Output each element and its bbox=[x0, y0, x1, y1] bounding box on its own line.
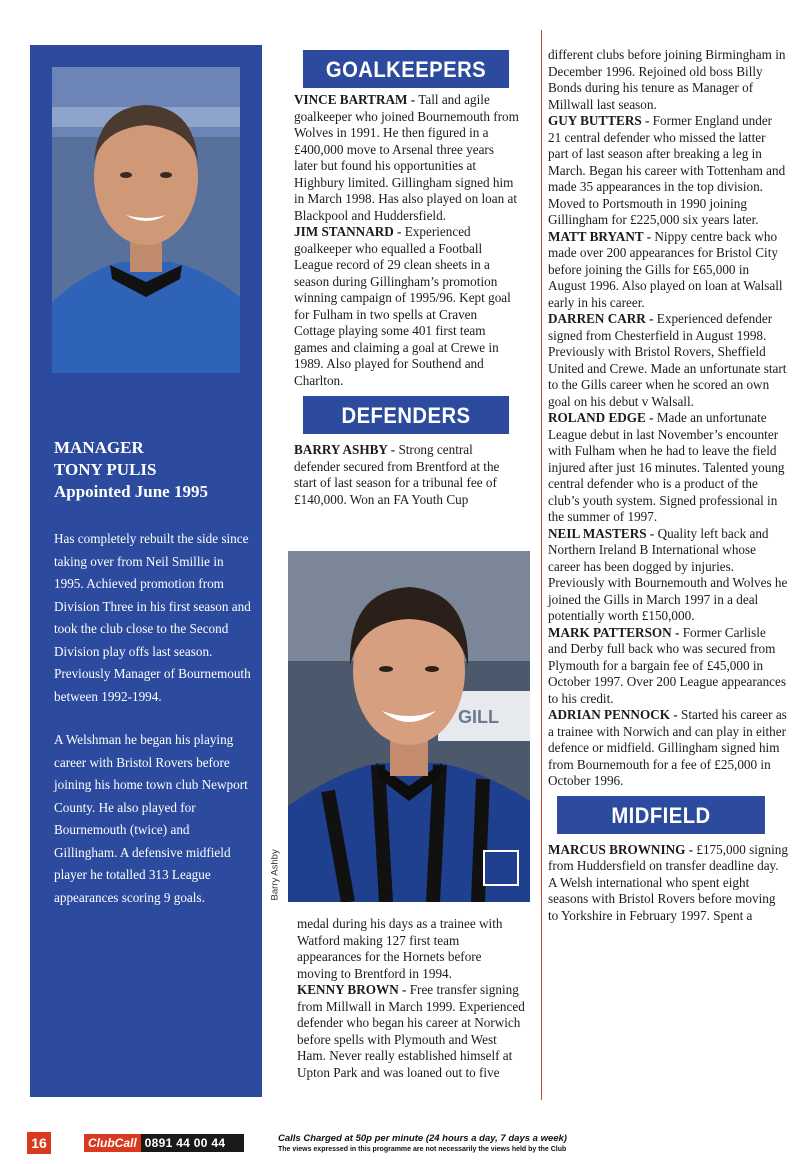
player-name: MARCUS BROWNING - bbox=[548, 841, 694, 857]
column-middle-continued bbox=[297, 916, 525, 1081]
player-entry bbox=[548, 842, 788, 925]
player-text: medal during his days as a trainee with Watford making 127 first team appearances for the Hornets before moving to Brentford in 1994. bbox=[297, 916, 503, 981]
player-name: NEIL MASTERS - bbox=[548, 525, 655, 541]
clubcall-logo: ClubCall bbox=[84, 1134, 141, 1152]
manager-appointed: Appointed June 1995 bbox=[54, 482, 208, 501]
manager-bio-paragraph-1: Has completely rebuilt the side since taking over from Neil Smillie in 1995. Achieved promotion from Division Three in his first season and took the club close to the Second Division play offs last season. Previously Manager of Bournemouth between 1992-1994. bbox=[54, 531, 251, 704]
player-name: ADRIAN PENNOCK - bbox=[548, 707, 678, 722]
player-name: BARRY ASHBY - bbox=[294, 442, 396, 457]
player-entry bbox=[548, 229, 788, 312]
manager-heading bbox=[54, 437, 254, 503]
manager-photo bbox=[52, 67, 240, 373]
player-text: £175,000 signing from Huddersfield on transfer deadline day. A Welsh international who spent eight seasons with Bristol Rovers before moving to Yorkshire in February 1997. Spent a bbox=[548, 841, 788, 923]
player-entry bbox=[297, 982, 525, 1081]
defenders-list-middle bbox=[297, 916, 525, 1081]
manager-panel bbox=[30, 45, 262, 1097]
photo-sign-text: GILL bbox=[458, 707, 499, 727]
player-entry bbox=[294, 224, 520, 389]
manager-role: MANAGER bbox=[54, 438, 144, 457]
photo-caption-text: Barry Ashby bbox=[269, 849, 281, 901]
defenders-list-continued bbox=[548, 47, 788, 790]
player-name: ROLAND EDGE - bbox=[548, 410, 654, 425]
manager-name: TONY PULIS bbox=[54, 460, 157, 479]
page-number: 16 bbox=[27, 1132, 51, 1154]
goalkeepers-heading bbox=[303, 50, 509, 88]
player-entry bbox=[548, 707, 788, 790]
goalkeepers-heading-text: GOALKEEPERS bbox=[325, 57, 487, 82]
views-disclaimer: The views expressed in this programme are not necessarily the views held by the Club bbox=[278, 1146, 567, 1153]
player-entry bbox=[548, 113, 788, 229]
player-name: MARK PATTERSON - bbox=[548, 624, 680, 640]
player-text: Quality left back and Northern Ireland B International whose career has been dogged by injuries. Previously with Bournemouth and Wolves he joined the Gills in March 1997 in a deal potentially worth £150,000. bbox=[548, 525, 788, 623]
player-text: Free transfer signing from Millwall in March 1999. Experienced defender who began his career at Norwich before spells with Plymouth and West Ham. Never really established himself at Upton Park and was loaned out to five bbox=[297, 982, 525, 1080]
player-entry bbox=[548, 526, 788, 625]
player-text: Experienced goalkeeper who equalled a Football League record of 29 clean sheets in a season during Gillingham’s promotion winning campaign of 1995/96. Kept goal for Fulham in two spells at Craven Cottage playing some 401 first team games and claiming a goal at Crewe in 1989. Also played for Southend and Charlton. bbox=[294, 224, 511, 388]
column-divider bbox=[541, 30, 542, 1100]
player-entry bbox=[548, 311, 788, 410]
player-text: different clubs before joining Birmingham in December 1996. Rejoined old boss Billy Bonds during his tenure as Manager of Millwall last season. bbox=[548, 47, 786, 112]
manager-bio bbox=[54, 528, 254, 930]
midfield-heading bbox=[557, 796, 765, 834]
midfield-heading-text: MIDFIELD bbox=[611, 802, 711, 828]
defenders-list-start bbox=[294, 442, 520, 508]
midfield-list bbox=[548, 842, 788, 925]
barry-ashby-image bbox=[288, 551, 530, 902]
defenders-heading bbox=[303, 396, 509, 434]
barry-ashby-photo bbox=[288, 551, 530, 902]
player-entry bbox=[548, 47, 788, 113]
manager-bio-paragraph-2: A Welshman he began his playing career with Bristol Rovers before joining his home town club Newport County. He also played for Bournemouth (twice) and Gillingham. A defensive midfield player he totalled 313 League appearances scoring 9 goals. bbox=[54, 732, 248, 905]
player-text: Strong central defender secured from Brentford at the start of last season for a tribunal fee of £140,000. Won an FA Youth Cup bbox=[294, 442, 500, 507]
clubcall-phone-number: 0891 44 00 44 bbox=[144, 1136, 226, 1150]
calls-charge-note: Calls Charged at 50p per minute (24 hours a day, 7 days a week) bbox=[278, 1133, 567, 1144]
goalkeepers-list bbox=[294, 92, 520, 389]
column-right bbox=[548, 0, 788, 924]
player-name: MATT BRYANT - bbox=[548, 228, 652, 244]
player-name: VINCE BARTRAM - bbox=[294, 92, 416, 107]
manager-portrait-image bbox=[52, 67, 240, 373]
player-text: Nippy centre back who made over 200 appearances for Bristol City before joining the Gills for £65,000 in August 1996. Also played on loan at Walsall early in his career. bbox=[548, 228, 783, 310]
player-text: Former England under 21 central defender who missed the latter part of last season after breaking a leg in March. Began his career with Tottenham and made 35 appearances in the top division. Moved to Portsmouth in 1990 joining Gillingham for £225,000 six years later. bbox=[548, 113, 786, 227]
player-entry bbox=[294, 442, 520, 508]
column-middle bbox=[294, 50, 520, 508]
player-name: GUY BUTTERS - bbox=[548, 113, 650, 128]
player-entry bbox=[297, 916, 525, 982]
player-text: Former Carlisle and Derby full back who was secured from Plymouth for a bargain fee of £45,000 in October 1997. Over 200 League appearances to his credit. bbox=[548, 624, 786, 706]
player-name: DARREN CARR - bbox=[548, 311, 654, 326]
player-name: JIM STANNARD - bbox=[294, 224, 402, 239]
player-text: Experienced defender signed from Chesterfield in August 1998. Previously with Bristol Rovers, Sheffield United and Crewe. Made an unfortunate start to the Gills career when he scored an own goal on his debut v Walsall. bbox=[548, 311, 787, 409]
player-entry bbox=[548, 625, 788, 708]
clubcall-banner bbox=[84, 1134, 244, 1152]
photo-caption bbox=[262, 830, 282, 900]
defenders-heading-text: DEFENDERS bbox=[341, 403, 471, 428]
player-entry bbox=[548, 410, 788, 526]
page-footer bbox=[0, 1128, 800, 1164]
player-text: Started his career as a trainee with Norwich and can play in either defence or midfield. Gillingham signed him from Bournemouth for a fee of £25,000 in October 1996. bbox=[548, 707, 787, 788]
player-entry bbox=[294, 92, 520, 224]
player-name: KENNY BROWN - bbox=[297, 982, 407, 997]
player-text: Made an unfortunate League debut in last November’s encounter with Fulham when he had to leave the field injured after just 16 minutes. Talented young central defender who is a product of the club’s youth system. Signed professional in the summer of 1997. bbox=[548, 410, 785, 524]
player-text: Tall and agile goalkeeper who joined Bournemouth from Wolves in 1991. He then figured in a £400,000 move to Arsenal three years later but found his opportunities at Highbury limited. Gillingham signed him in March 1998. Has also played on loan at Blackpool and Huddersfield. bbox=[294, 92, 519, 223]
